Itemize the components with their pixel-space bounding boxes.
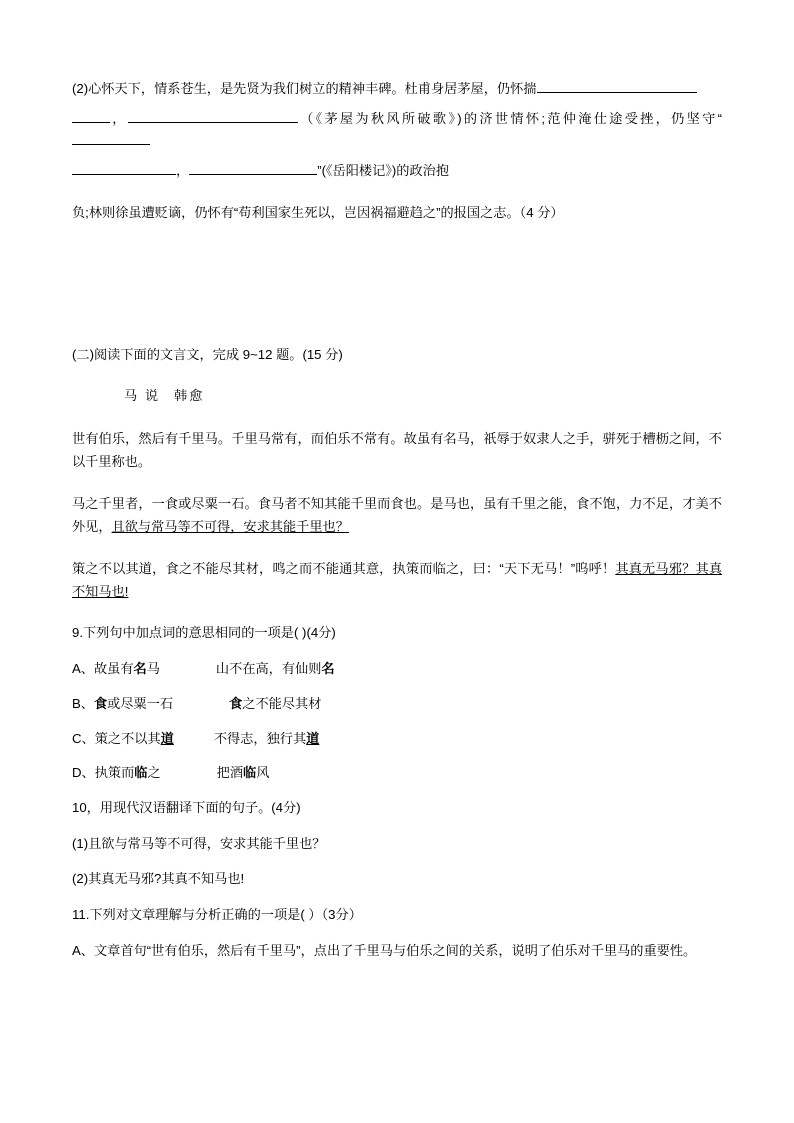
option-left-pre: 故虽有	[93, 661, 134, 677]
question-9-option-b[interactable]	[72, 693, 722, 716]
passage-underlined-sentence-a: 其真无马	[615, 561, 669, 577]
spacer	[72, 610, 722, 622]
option-left-key: 临	[134, 765, 148, 781]
question-10-sub-2: (2)其真无马邪?其真不知马也!	[72, 871, 245, 887]
spacer	[72, 480, 722, 492]
answer-blank[interactable]	[72, 174, 176, 175]
blank-area	[72, 232, 722, 344]
question-9-option-d[interactable]	[72, 762, 722, 785]
spacer	[72, 545, 722, 557]
question-9-option-c[interactable]	[72, 728, 722, 751]
option-left-pre: 策之不以其	[94, 730, 161, 746]
option-right-key: 名	[321, 661, 335, 677]
spacer	[72, 415, 722, 427]
q8-line-2-comma: ，	[110, 110, 128, 126]
question-9-option-a[interactable]	[72, 658, 722, 681]
option-right-key: 临	[243, 765, 257, 781]
q8-line-1-text: (2)心怀天下，情系苍生，是先贤为我们树立的精神丰碑。杜甫身居茅屋，仍怀揣	[72, 81, 537, 96]
passage-body	[72, 427, 722, 604]
option-left-post: 马	[146, 661, 160, 677]
spacer	[72, 373, 722, 385]
q8-line-3-comma: ，	[176, 163, 190, 179]
question-11-option-a[interactable]: A、文章首句“世有伯乐，然后有千里马”，点出了千里马与伯乐之间的关系，说明了伯乐对千里马的重要性。	[72, 942, 697, 958]
option-left-pre: 执策而	[94, 765, 135, 781]
answer-blank[interactable]	[537, 92, 697, 93]
option-right-post: 风	[256, 765, 270, 781]
fill-in-blank-question	[72, 78, 722, 225]
option-label: A、	[72, 661, 94, 677]
option-left-post: 之	[147, 765, 161, 781]
q8-line-1	[72, 78, 722, 101]
q8-line-4: 负;林则徐虽遭贬谪，仍怀有“苟利国家生死以，岂因祸福避趋之”的报国之志。（4 分）	[72, 204, 564, 220]
option-right-pre: 把酒	[216, 765, 244, 781]
answer-blank[interactable]	[72, 144, 150, 145]
passage-underlined-sentence: 且欲与常马等不可得，安求其能千里也？	[111, 519, 349, 535]
passage-paragraph-2-text: 马之千里者，一食或尽粟一石。食马者不知其能千里而食也。是马也，虽有千里之能，食不饱，力不足，才美不外见，	[72, 496, 722, 535]
passage-author: 韩愈	[174, 388, 205, 404]
option-label: C、	[72, 730, 95, 746]
answer-blank[interactable]	[189, 174, 317, 175]
answer-blank[interactable]	[72, 122, 110, 123]
question-9-stem: 9.下列句中加点词的意思相同的一项是( )(4分)	[72, 625, 336, 641]
question-10-sub-1: (1)且欲与常马等不可得，安求其能千里也？	[72, 835, 326, 851]
passage-title-text: 马 说	[124, 388, 161, 404]
answer-blank[interactable]	[128, 122, 298, 123]
q8-line-2	[72, 108, 722, 153]
option-label: D、	[72, 765, 95, 781]
option-left-key: 道	[160, 730, 174, 746]
question-11-stem: 11.下列对文章理解与分析正确的一项是( ）（3分）	[72, 907, 362, 923]
spacer	[72, 190, 722, 202]
passage-paragraph-1: 世有伯乐，然后有千里马。千里马常有，而伯乐不常有。故虽有名马，祇辱于奴隶人之手，骈死于槽枥之间，不以千里称也。	[72, 430, 722, 470]
section-heading: (二)阅读下面的文言文，完成 9~12 题。(15 分)	[72, 346, 343, 362]
passage-paragraph-3	[72, 557, 722, 603]
q8-line-2-text: （《茅屋为秋风所破歌》)的济世情怀;范仲淹仕途受挫，仍坚守“	[297, 110, 722, 126]
option-label: B、	[72, 695, 94, 711]
option-left-key: 名	[133, 661, 147, 677]
question-10-stem: 10，用现代汉语翻译下面的句子。(4分)	[72, 800, 301, 815]
passage-underlined-sentence-b: 邪？其真不知马也!	[72, 561, 723, 600]
option-right-key: 道	[306, 730, 320, 746]
document-body	[72, 78, 722, 963]
option-left-key: 食	[93, 695, 108, 711]
option-right-pre: 不得志，独行其	[213, 730, 307, 746]
q8-line-3-text: ”(《岳阳楼记》)的政治抱	[317, 163, 450, 179]
passage-paragraph-3-text: 策之不以其道，食之不能尽其材，鸣之而不能通其意，执策而临之，曰：“天下无马！”呜呼！	[72, 561, 616, 577]
option-left-post: 或尽粟一石	[107, 695, 174, 711]
passage-title	[72, 385, 722, 408]
option-right-key: 食	[229, 695, 243, 711]
option-right-pre: 山不在高，有仙则	[215, 661, 322, 677]
q8-line-3	[72, 160, 722, 183]
option-right-post: 之不能尽其材	[242, 695, 322, 711]
passage-paragraph-2	[72, 492, 722, 538]
